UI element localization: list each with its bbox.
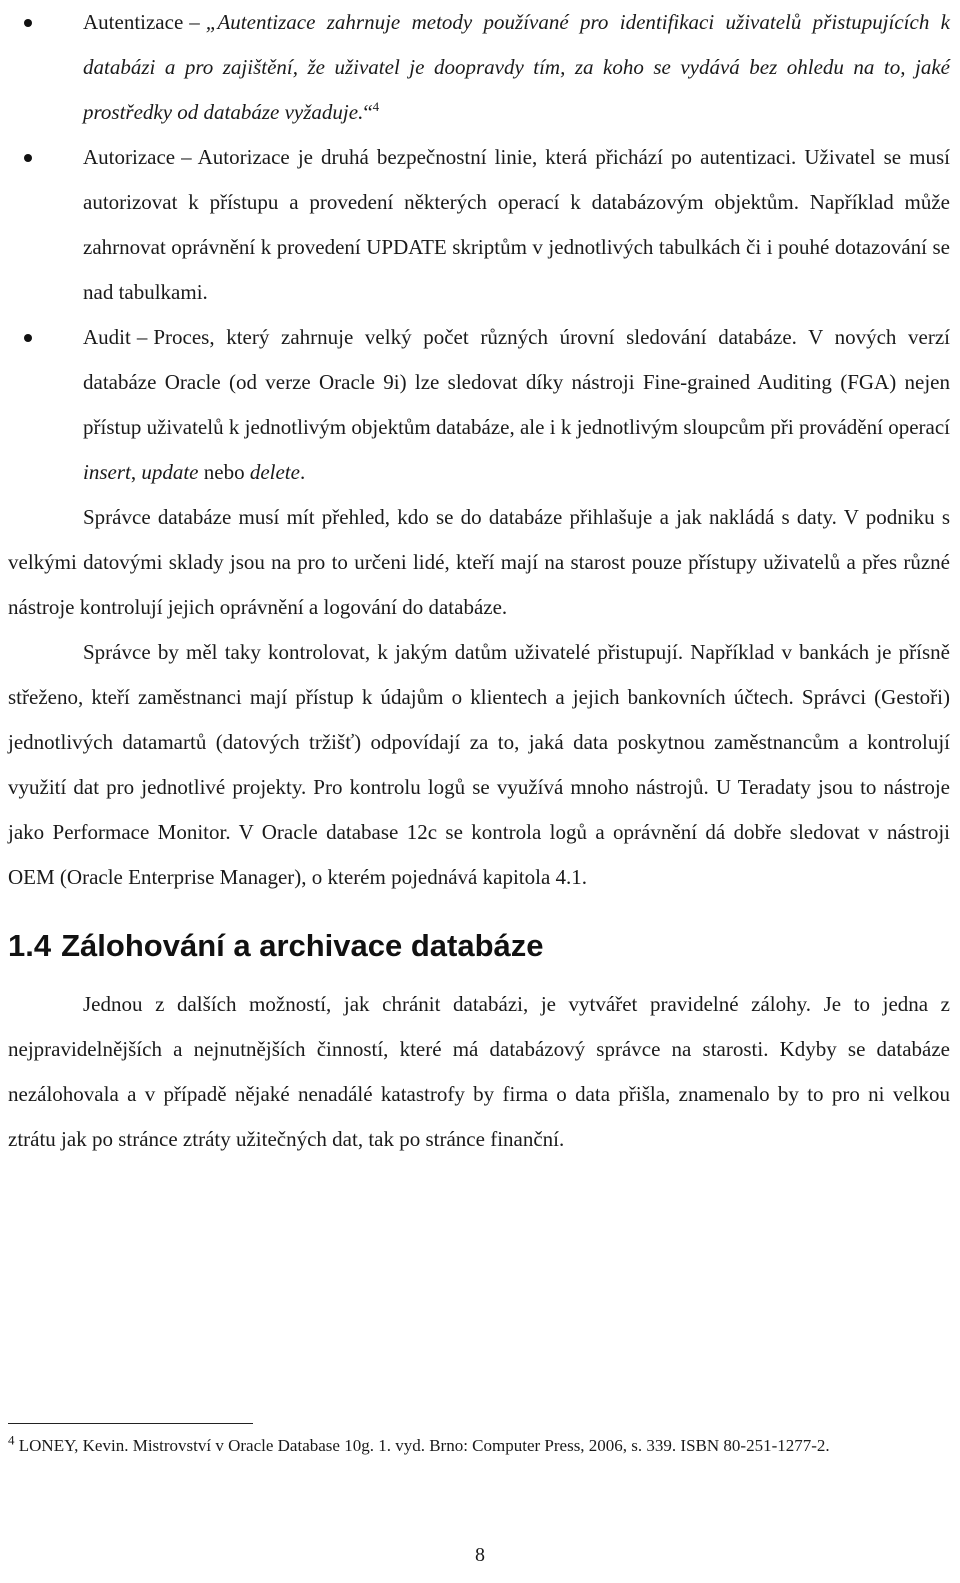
footnote-number: 4 [8, 1432, 15, 1448]
bullet-text: „Autentizace zahrnuje metody používané pro identifikaci uživatelů přistupujících k databázi a pro zajištění, že uživatel je doopravdy tím, za koho se vydává bez ohledu na to, jaké prostředky od databáze vyžaduje. [83, 10, 950, 124]
conjunction: nebo [203, 460, 245, 484]
bullet-text: Proces, který zahrnuje velký počet různých úrovní sledování databáze. V nových verzí databáze Oracle (od verze Oracle 9i) lze sledovat díky nástroji Fine-grained Auditing (FGA) nejen přístup uživatelů k jednotlivým objektům databáze, ale i k jednotlivým sloupcům při provádění operací [83, 325, 950, 439]
period: . [299, 460, 306, 484]
dash: – [181, 145, 192, 169]
dash: – [136, 325, 148, 349]
op-insert: insert [83, 460, 131, 484]
paragraph-zalohovani: Jednou z dalších možností, jak chránit databázi, je vytvářet pravidelné zálohy. Je to jedna z nejpravidelnějších a nejnutnějších činností, které má databázový správce na starosti. Kdyby se databáze nezálohovala a v případě nějaké nenadálé katastrofy by firma o data přišla, znamenalo by to pro ni velkou ztrátu jak po stránce ztráty užitečných dat, tak po stránce finanční. [8, 992, 950, 1151]
bullet-icon [24, 19, 32, 27]
bullet-list [8, 0, 950, 495]
op-update: update [141, 460, 199, 484]
bullet-text: Autorizace je druhá bezpečnostní linie, která přichází po autentizaci. Uživatel se musí autorizovat k přístupu a provedení některých operací k databázovým objektům. Například může zahrnovat oprávnění k provedení UPDATE skriptům v jednotlivých tabulkách či i pouhé dotazování se nad tabulkami. [83, 145, 950, 304]
footnote [8, 1433, 950, 1459]
footnote-text: LONEY, Kevin. Mistrovství v Oracle Database 10g. 1. vyd. Brno: Computer Press, 2006, s. 339. ISBN 80-251-1277-2. [18, 1436, 830, 1455]
footnote-divider [8, 1423, 253, 1424]
section-number: 1.4 [8, 928, 52, 963]
bullet-term: Autentizace [83, 10, 184, 34]
paragraph-spravce-prehled: Správce databáze musí mít přehled, kdo se do databáze přihlašuje a jak nakládá s daty. V podniku s velkými datovými sklady jsou na pro to určeni lidé, kteří mají na starost pouze přístupy uživatelů a přes různé nástroje kontrolují jejich oprávnění a logování do databáze. [8, 505, 950, 619]
paragraph-spravce-kontrola: Správce by měl taky kontrolovat, k jakým datům uživatelé přistupují. Například v bankách je přísně střeženo, kteří zaměstnanci mají přístup k údajům o klientech a jejich bankovních účtech. Správci (Gestoři) jednotlivých datamartů (datových tržišť) odpovídají za to, jaká data poskytnou zaměstnancům a kontrolují využití dat pro jednotlivé projekty. Pro kontrolu logů se využívá mnoho nástrojů. U Teradaty jsou to nástroje jako Performace Monitor. V Oracle database 12c se kontrola logů a oprávnění dá dobře sledovat v nástroji OEM (Oracle Enterprise Manager), o kterém pojednává kapitola 4.1. [8, 640, 950, 889]
list-item-autentizace [8, 0, 950, 135]
dash: – [189, 10, 200, 34]
bullet-term: Autorizace [83, 145, 176, 169]
page-body [8, 0, 950, 1162]
list-item-audit [8, 315, 950, 495]
quote-mark: “ [363, 100, 373, 124]
bullet-icon [24, 154, 32, 162]
page-number: 8 [475, 1544, 485, 1566]
section-title: Zálohování a archivace databáze [61, 928, 544, 963]
list-item-autorizace [8, 135, 950, 315]
bullet-term: Audit [83, 325, 131, 349]
bullet-icon [24, 334, 32, 342]
section-heading [8, 926, 950, 966]
op-delete: delete [249, 460, 300, 484]
comma: , [130, 460, 137, 484]
footnote-ref[interactable]: 4 [372, 99, 380, 114]
